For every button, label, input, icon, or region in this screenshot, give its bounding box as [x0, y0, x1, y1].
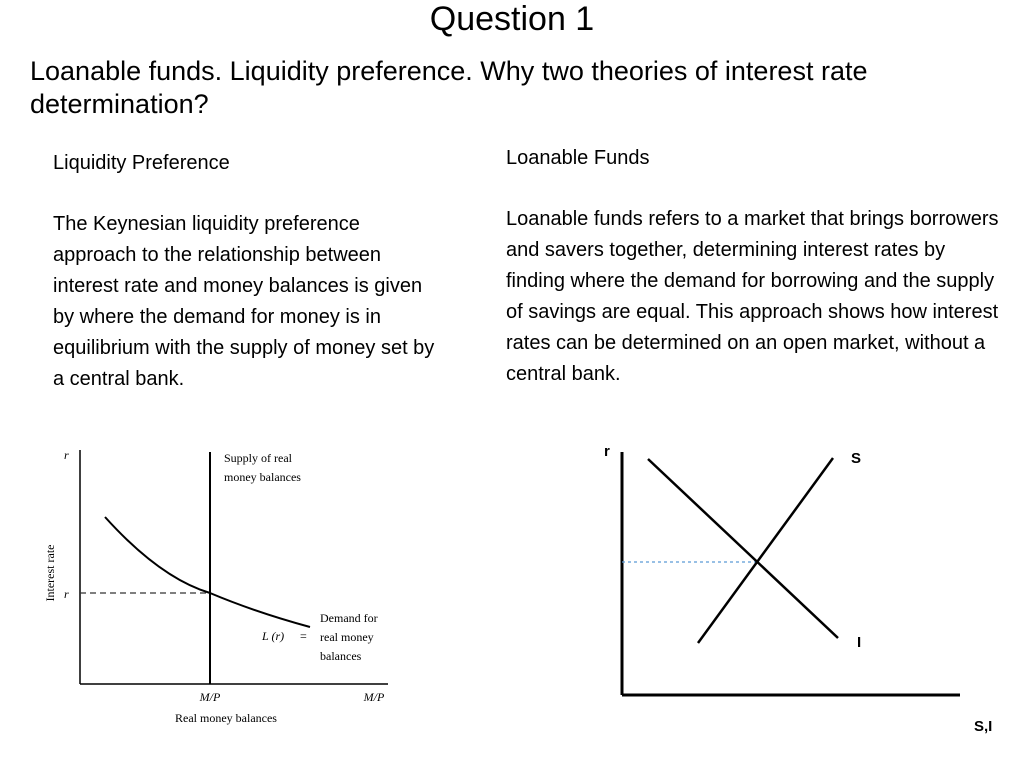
slide-subtitle: Loanable funds. Liquidity preference. Why two theories of interest rate determination?: [30, 56, 868, 119]
lp-demand-label-2: real money: [320, 630, 374, 644]
lp-equilibrium-rate-label: r: [64, 587, 69, 601]
lp-x-axis-end-label: M/P: [363, 690, 385, 704]
right-column-heading: Loanable Funds: [506, 147, 650, 169]
lp-demand-label-1: Demand for: [320, 611, 378, 625]
left-column-heading: Liquidity Preference: [53, 152, 230, 174]
lf-x-axis-label: S,I: [974, 718, 993, 735]
lp-supply-label-2: money balances: [224, 470, 301, 484]
lp-x-tick-equilibrium: M/P: [199, 690, 221, 704]
lf-supply-label: S: [851, 450, 862, 467]
lf-y-axis-label: r: [604, 443, 610, 460]
lf-investment-curve: [648, 459, 838, 638]
slide-title: Question 1: [429, 0, 595, 38]
lp-x-axis-label: Real money balances: [175, 711, 277, 725]
lp-demand-label-3: balances: [320, 649, 362, 663]
lp-supply-label-1: Supply of real: [224, 451, 292, 465]
right-column-body: Loanable funds refers to a market that brings borrowers and savers together, determining interest rates by finding where the demand for borrowing and the supply of savings are equal. This approach shows how interest rates can be determined on an open market, without a central bank.: [506, 208, 999, 385]
lp-y-top-label: r: [64, 448, 69, 462]
lf-investment-label: I: [857, 634, 862, 651]
left-column-body: The Keynesian liquidity preference approach to the relationship between interest rate and money balances is given by where the demand for money is in equilibrium with the supply of money set by a central bank.: [53, 213, 435, 390]
lp-y-axis-label: Interest rate: [43, 544, 57, 602]
lp-demand-equals: =: [300, 629, 307, 643]
lp-demand-function: L (r): [262, 629, 285, 643]
